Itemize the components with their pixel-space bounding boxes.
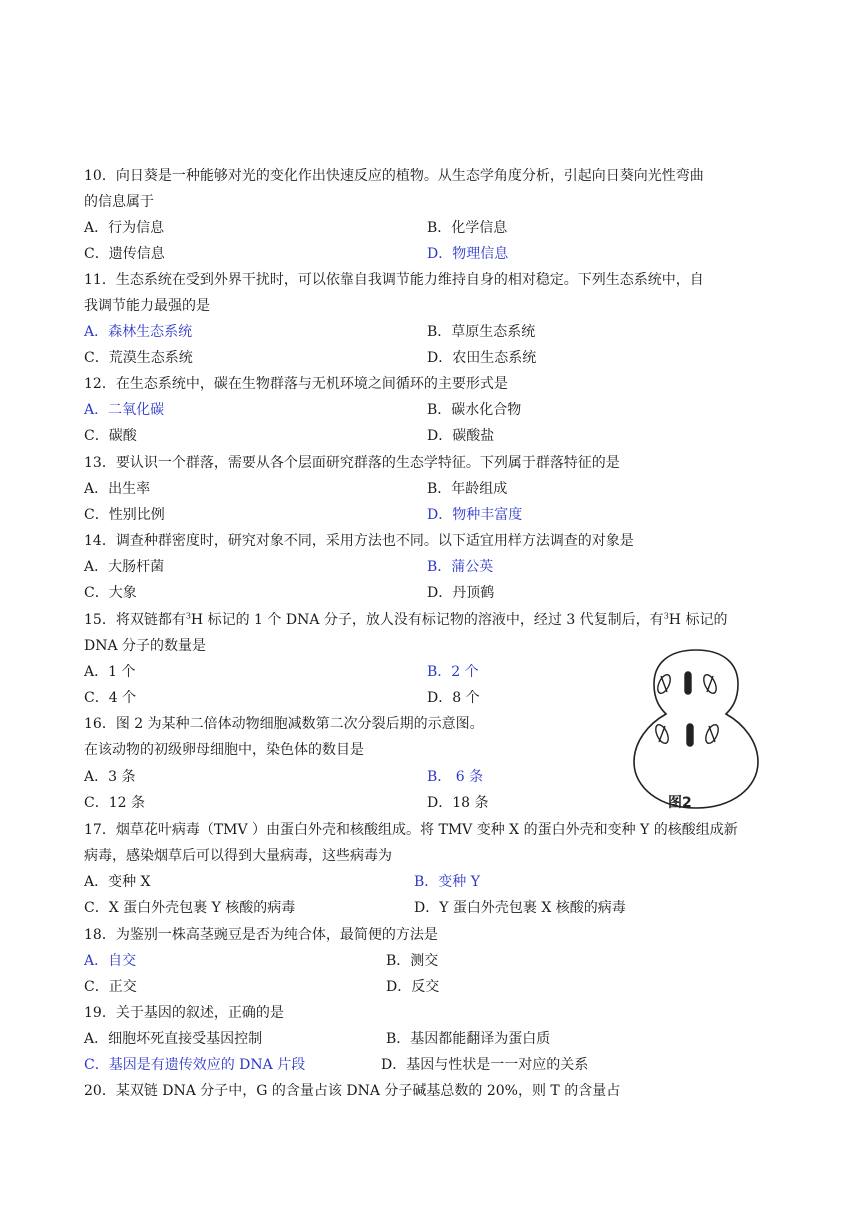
q10-option-c: C．遗传信息 xyxy=(84,246,165,262)
q11-option-d: D．农田生态系统 xyxy=(427,350,537,366)
q15-option-b: B．2 个 xyxy=(427,664,479,680)
q17-option-d: D．Y 蛋白外壳包裹 X 核酸的病毒 xyxy=(414,900,626,916)
q13-option-b: B．年龄组成 xyxy=(427,481,508,497)
q17-option-a: A．变种 X xyxy=(84,874,151,890)
cell-membrane-outline xyxy=(634,650,758,808)
q15-option-c: C．4 个 xyxy=(84,690,137,706)
q18-option-a: A．自交 xyxy=(84,953,137,969)
cell-division-figure xyxy=(630,646,762,812)
q16-option-a: A．3 条 xyxy=(84,769,136,785)
q14-option-d: D．丹顶鹤 xyxy=(427,585,495,601)
q15-option-d: D．8 个 xyxy=(427,690,480,706)
q17-stem-line2: 病毒，感染烟草后可以得到大量病毒，这些病毒为 xyxy=(84,848,392,864)
q11-stem-line2: 我调节能力最强的是 xyxy=(84,298,210,314)
q10-stem-line1: 10．向日葵是一种能够对光的变化作出快速反应的植物。从生态学角度分析，引起向日葵向光性弯曲 xyxy=(84,168,704,184)
q18-option-c: C．正交 xyxy=(84,979,137,995)
q12-option-c: C．碳酸 xyxy=(84,428,137,444)
q10-option-b: B．化学信息 xyxy=(427,220,508,236)
q15-stem-line1: 15．将双链都有$^3$H 标记的 1 个 DNA 分子，放人没有标记物的溶液中，经过 3 代复制后，有$^3$H 标记的 xyxy=(84,611,728,628)
q18-stem: 18．为鉴别一株高茎豌豆是否为纯合体，最简便的方法是 xyxy=(84,927,438,943)
q16-stem-line1: 16．图 2 为某种二倍体动物细胞减数第二次分裂后期的示意图。 xyxy=(84,716,484,732)
q18-option-d: D．反交 xyxy=(386,979,440,995)
q15-stem-line2: DNA 分子的数量是 xyxy=(84,638,207,654)
q13-option-d: D．物种丰富度 xyxy=(427,507,523,523)
q14-option-a: A．大肠杆菌 xyxy=(84,559,165,575)
q19-stem: 19．关于基因的叙述，正确的是 xyxy=(84,1005,284,1021)
q17-stem-line1: 17．烟草花叶病毒（TMV ）由蛋白外壳和核酸组成。将 TMV 变种 X 的蛋白外壳和变种 Y 的核酸组成新 xyxy=(84,822,738,838)
q16-option-d: D．18 条 xyxy=(427,795,489,811)
q17-option-b: B．变种 Y xyxy=(414,874,480,890)
q16-stem-line2: 在该动物的初级卵母细胞中，染色体的数目是 xyxy=(84,742,364,758)
q12-stem: 12．在生态系统中，碳在生物群落与无机环境之间循环的主要形式是 xyxy=(84,376,508,392)
q19-option-d: D．基因与性状是一一对应的关系 xyxy=(381,1057,589,1073)
q16-option-b: B． 6 条 xyxy=(427,769,484,785)
q10-stem-line2: 的信息属于 xyxy=(84,194,154,210)
q14-stem: 14．调查种群密度时，研究对象不同，采用方法也不同。以下适宜用样方法调查的对象是 xyxy=(84,533,634,549)
q10-option-d: D．物理信息 xyxy=(427,246,509,262)
q12-option-d: D．碳酸盐 xyxy=(427,428,495,444)
q20-stem: 20．某双链 DNA 分子中，G 的含量占该 DNA 分子碱基总数的 20%，则 T 的含量占 xyxy=(84,1083,621,1099)
q13-option-c: C．性别比例 xyxy=(84,507,165,523)
upper-chromosomes xyxy=(655,672,719,695)
lower-chromosomes xyxy=(653,723,721,746)
q13-stem: 13．要认识一个群落，需要从各个层面研究群落的生态学特征。下列属于群落特征的是 xyxy=(84,455,620,471)
q10-option-a: A．行为信息 xyxy=(84,220,165,236)
q19-option-b: B．基因都能翻译为蛋白质 xyxy=(386,1031,551,1047)
q18-option-b: B．测交 xyxy=(386,953,439,969)
q16-option-c: C．12 条 xyxy=(84,795,145,811)
q19-option-c: C．基因是有遗传效应的 DNA 片段 xyxy=(84,1057,306,1073)
q11-option-b: B．草原生态系统 xyxy=(427,324,536,340)
q11-option-c: C．荒漠生态系统 xyxy=(84,350,193,366)
q12-option-a: A．二氧化碳 xyxy=(84,402,165,418)
q11-stem-line1: 11．生态系统在受到外界干扰时，可以依靠自我调节能力维持自身的相对稳定。下列生态系统中，自 xyxy=(84,272,704,288)
q14-option-b: B．蒲公英 xyxy=(427,559,494,575)
q17-option-c: C．X 蛋白外壳包裹 Y 核酸的病毒 xyxy=(84,900,296,916)
q19-option-a: A．细胞坏死直接受基因控制 xyxy=(84,1031,263,1047)
q12-option-b: B．碳水化合物 xyxy=(427,402,522,418)
q11-option-a: A．森林生态系统 xyxy=(84,324,193,340)
q15-option-a: A．1 个 xyxy=(84,664,136,680)
q14-option-c: C．大象 xyxy=(84,585,137,601)
q13-option-a: A．出生率 xyxy=(84,481,151,497)
figure-caption: 图2 xyxy=(668,795,692,811)
